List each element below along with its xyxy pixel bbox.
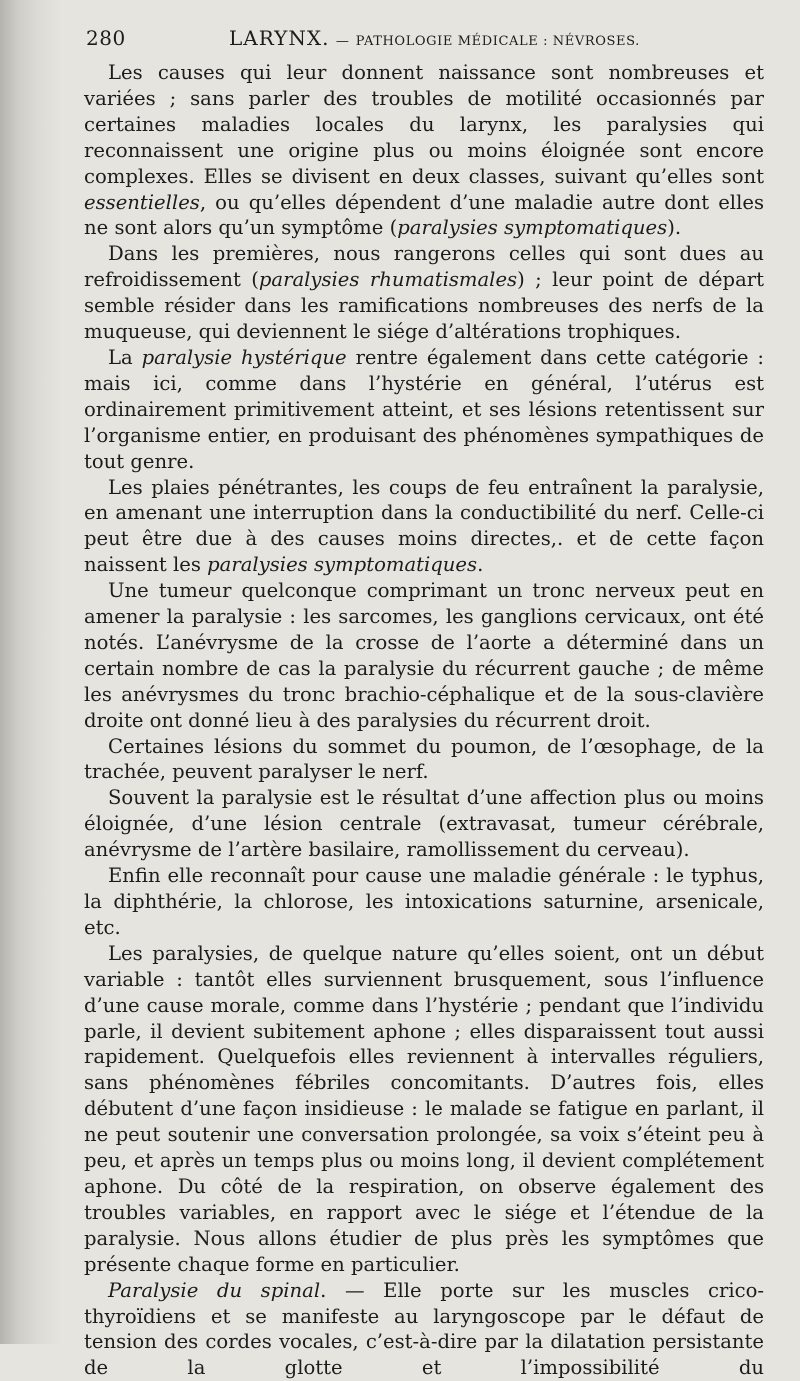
paragraph: [84, 1278, 764, 1381]
text-run: rentre également dans cette catégorie : mais ici, comme dans l’hystérie en général, l’utérus est ordinairement primitivement atteint, et ses lésions retentissent sur l’organisme entier, en produisant des phénomènes sympathiques de tout genre.: [84, 345, 764, 473]
italic-term: paralysie hystérique: [141, 345, 347, 369]
page-number: 280: [86, 26, 126, 50]
paragraph: [84, 941, 764, 1278]
text-run: La: [108, 345, 142, 369]
section-subtitle: PATHOLOGIE MÉDICALE : NÉVROSES.: [355, 34, 640, 49]
section-title: LARYNX.: [229, 26, 330, 50]
text-run: Les paralysies, de quelque nature qu’elles soient, ont un début variable : tantôt elles surviennent brusquement, sous l’influence d’une cause morale, comme dans l’hystérie ; pendant que l’individu parle, il devient subitement aphone ; elles disparaissent tout aussi rapidement. Quelquefois elles reviennent à intervalles réguliers, sans phénomènes fébriles concomitants. D’autres fois, elles débutent d’une façon insidieuse : le malade se fatigue en parlant, il ne peut soutenir une conversation prolongée, sa voix s’éteint peu à peu, et après un temps plus ou moins long, il devient complétement aphone. Du côté de la respiration, on observe également des troubles variables, en rapport avec le siége et l’étendue de la paralysie. Nous allons étudier de plus près les symptômes que présente chaque forme en particulier.: [84, 941, 764, 1276]
running-head: [84, 26, 764, 56]
text-run: Certaines lésions du sommet du poumon, de l’œsophage, de la trachée, peuvent paralyser le nerf.: [84, 734, 764, 784]
running-title: [229, 26, 640, 50]
paragraph: [84, 863, 764, 941]
text-run: .: [477, 553, 484, 577]
paragraph: [84, 241, 764, 345]
text-run: Une tumeur quelconque comprimant un tronc nerveux peut en amener la paralysie : les sarcomes, les ganglions cervicaux, ont été notés. L’anévrysme de la crosse de l’aorte a déterminé dans un certain nombre de cas la paralysie du récurrent gauche ; de même les anévrysmes du tronc brachio-céphalique et de la sous-clavière droite ont donné lieu à des paralysies du récurrent droit.: [84, 579, 764, 732]
text-run: ).: [667, 216, 682, 240]
text-run: Les causes qui leur donnent naissance sont nombreuses et variées ; sans parler des troubles de motilité occasionnés par certaines maladies locales du larynx, les paralysies qui reconnaissent une origine plus ou moins éloignée sont encore complexes. Elles se divisent en deux classes, suivant qu’elles sont: [84, 61, 764, 188]
italic-term: essentielles: [84, 190, 200, 214]
text-run: Souvent la paralysie est le résultat d’une affection plus ou moins éloignée, d’une lésion centrale (extravasat, tumeur cérébrale, anévrysme de l’artère basilaire, ramollissement du cerveau).: [84, 786, 764, 862]
paragraph: [84, 345, 764, 475]
italic-term: Paralysie du spinal: [108, 1278, 321, 1302]
italic-term: paralysies symptomatiques: [207, 553, 478, 577]
italic-term: paralysies rhumatismales: [258, 268, 518, 292]
text-run: . — Elle porte sur les muscles crico-thyroïdiens et se manifeste au laryngoscope par le défaut de tension des cordes vocales, c’est-à-dire par la dilatation persistante de la glotte et l’impossibilité du: [84, 1278, 764, 1380]
text-run: Dans les premières, nous rangerons celles qui sont dues au refroidissement (: [84, 242, 764, 292]
text-run: ) ; leur point de départ semble résider dans les ramifications nombreuses des nerfs de la muqueuse, qui deviennent le siége d’altérations trophiques.: [84, 268, 764, 344]
text-run: Enfin elle reconnaît pour cause une maladie générale : le typhus, la diphthérie, la chlorose, les intoxications saturnine, arsenicale, etc.: [84, 864, 764, 939]
title-separator: —: [335, 34, 350, 49]
paragraph: [84, 475, 764, 579]
body-text: [84, 60, 764, 1381]
paragraph: [84, 734, 764, 786]
text-run: Les plaies pénétrantes, les coups de feu entraînent la paralysie, en amenant une interruption dans la conductibilité du nerf. Celle-ci peut être due à des causes moins directes,. et de cette façon naissent les: [84, 475, 764, 577]
book-page: [84, 26, 764, 1381]
paragraph: [84, 785, 764, 863]
text-run: , ou qu’elles dépendent d’une maladie autre dont elles ne sont alors qu’un symptôme (: [84, 190, 764, 240]
paragraph: [84, 60, 764, 241]
book-binding-shadow: [0, 0, 62, 1344]
italic-term: paralysies symptomatiques: [397, 216, 668, 240]
paragraph: [84, 578, 764, 733]
